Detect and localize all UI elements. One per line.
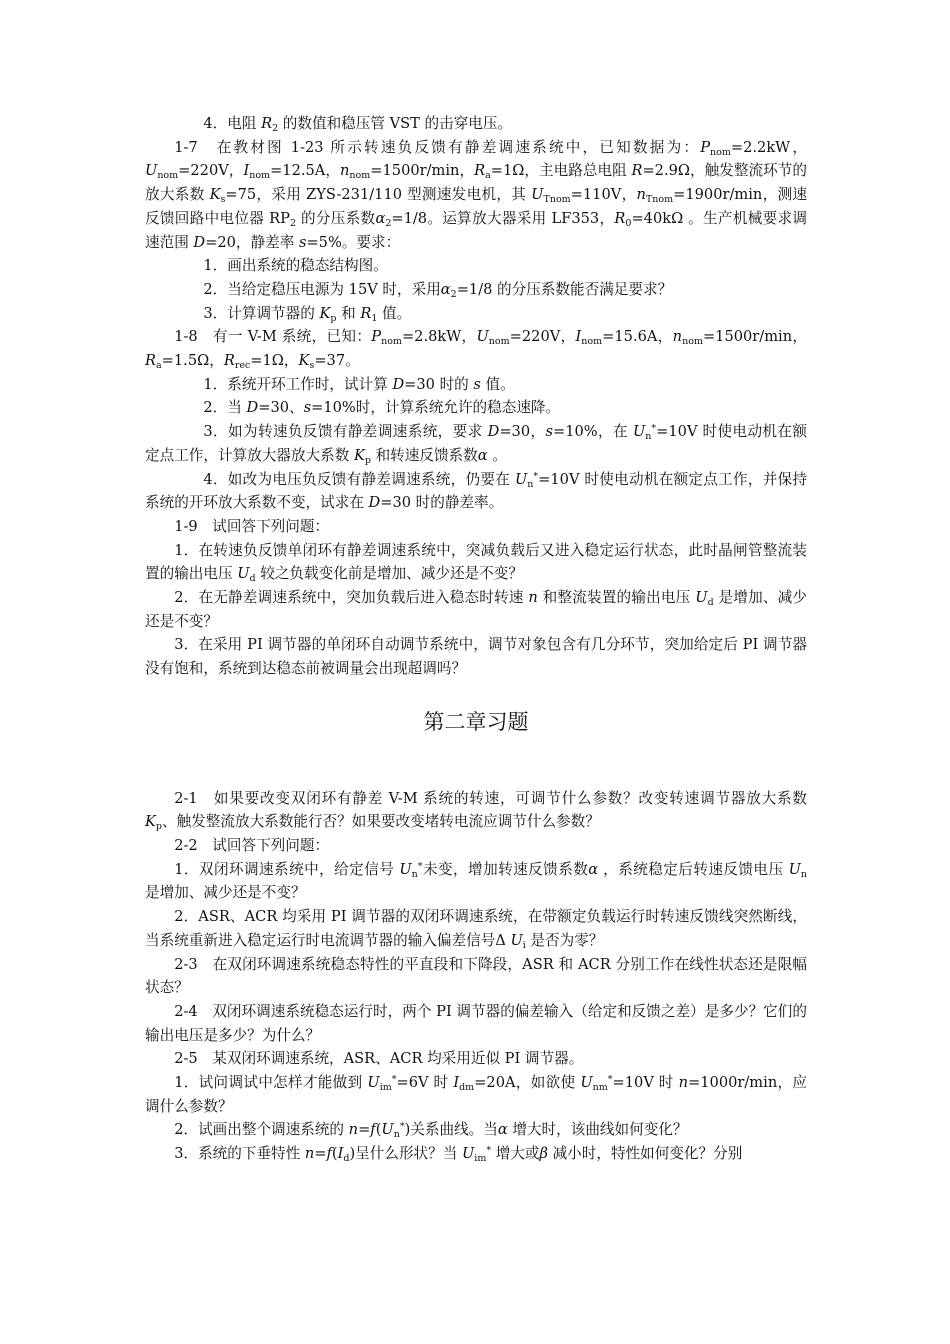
q1-7: 1-7 在教材图 1-23 所示转速负反馈有静差调速系统中，已知数据为：$P_{nom}=2.2kW$，$U_{nom}=220V$，$I_{nom}=12.5A$，$n_{nom}=1500r/\min$，$R_a=1\Omega$，主电路总电阻 R=2.9Ω，触发整流环节的放大系数 $K_s=75$，采用 ZYS-231/110 型测速发电机，其 $U_{Tnom}=110V$，$n_{Tnom}=1900r/\min$，测速反馈回路中电位器 $RP_2$ 的分压系数$\alpha_2=1/8$。运算放大器采用 LF353，$R_0=40k\Omega$ 。生产机械要求调速范围 D=20，静差率 s=5%。要求： — [145, 138, 808, 251]
q2-4: 2-4 双闭环调速系统稳态运行时，两个 PI 调节器的偏差输入（给定和反馈之差）是多少？它们的输出电压是多少？为什么？ — [145, 1002, 807, 1044]
q1-6-item-4 — [145, 112, 807, 136]
q1-9-item-2: 2．在无静差调速系统中，突加负载后进入稳态时转速 n 和整流装置的输出电压 $U_d$ 是增加、减少还是不变？ — [145, 589, 808, 630]
q1-8-item-1: 1．系统开环工作时，试计算 D=30 时的 s 值。 — [203, 375, 515, 393]
q2-5-item-1: 1．试问调试中怎样才能做到 $U_{im}^*=6V$ 时 $I_{dm}=20A$，如欲使 $U_{nm}^*=10V$ 时 n=1000r/min，应调什么参数？ — [145, 1074, 807, 1115]
q1-9-item-1: 1．在转速负反馈单闭环有静差调速系统中，突减负载后又进入稳定运行状态，此时晶闸管整流装置的输出电压 $U_d$ 较之负载变化前是增加、减少还是不变？ — [145, 541, 807, 585]
document-page — [145, 112, 807, 1166]
q1-8-item-2: 2．当 D=30、s=10%时，计算系统允许的稳态速降。 — [203, 399, 561, 417]
q2-2-item-2: 2．ASR、ACR 均采用 PI 调节器的双闭环调速系统，在带额定负载运行时转速反馈线突然断线，当系统重新进入稳定运行时电流调节器的输入偏差信号Δ $U_i$ 是否为零？ — [145, 908, 807, 951]
q2-3: 2-3 在双闭环调速系统稳态特性的平直段和下降段，ASR 和 ACR 分别工作在线性状态还是限幅状态？ — [145, 955, 807, 997]
q1-6-item-4-text: 4．电阻 $R_2$ 的数值和稳压管 VST 的击穿电压。 — [203, 115, 513, 134]
q2-2-item-1: 1．双闭环调速系统中，给定信号 $U_n^*$未变，增加转速反馈系数α ，系统稳定后转速反馈电压 $U_n$ 是增加、减少还是不变？ — [145, 860, 807, 902]
q2-5-item-2: 2．试画出整个调速系统的 $n=f(U_n^*)$关系曲线。当α 增大时，该曲线如何变化？ — [174, 1121, 688, 1141]
q1-8-item-3: 3．如为转速负反馈有静差调速系统，要求 D=30，s=10%，在 $U_n^*=10V$ 时使电动机在额定点工作，计算放大器放大系数 $K_p$ 和转速反馈系数α 。 — [145, 423, 807, 466]
q1-9-item-3: 3．在采用 PI 调节器的单闭环自动调节系统中，调节对象包含有几分环节，突加给定后 PI 调节器没有饱和，系统到达稳态前被调量会出现超调吗？ — [145, 636, 807, 678]
chapter-2-title: 第二章习题 — [423, 709, 529, 734]
q1-8: 1-8 有一 V-M 系统，已知：$P_{nom}=2.8kW$，$U_{nom}=220V$，$I_{nom}=15.6A$，$n_{nom}=1500r/\min$，$R_a=1.5\Omega$，$R_{rec}=1\Omega$，$K_s=37$。 — [145, 328, 808, 372]
q1-7-item-1: 1．画出系统的稳态结构图。 — [203, 257, 388, 275]
q2-2: 2-2 试回答下列问题： — [174, 836, 330, 854]
q2-1: 2-1 如果要改变双闭环有静差 V-M 系统的转速，可调节什么参数？改变转速调节器放大系数 $K_p$、触发整流放大系数能行否？如果要改变堵转电流应调节什么参数？ — [145, 789, 807, 833]
q1-7-item-2: 2．当给定稳压电源为 15V 时，采用$\alpha_2=1/8$ 的分压系数能否满足要求？ — [203, 280, 673, 300]
q2-5-item-3: 3．系统的下垂特性 $n=f(I_d)$呈什么形状？当 $U_{im}^*$ 增大或β 减小时，特性如何变化？分别 — [174, 1145, 743, 1165]
q2-5: 2-5 某双闭环调速系统，ASR、ACR 均采用近似 PI 调节器。 — [174, 1050, 584, 1068]
q1-7-item-3: 3．计算调节器的 $K_p$ 和 $R_1$ 值。 — [203, 304, 412, 324]
q1-9: 1-9 试回答下列问题： — [174, 517, 330, 535]
q1-8-item-4: 4．如改为电压负反馈有静差调速系统，仍要在 $U_n^*=10V$ 时使电动机在额定点工作，并保持系统的开环放大系数不变，试求在 D=30 时的静差率。 — [145, 470, 807, 512]
